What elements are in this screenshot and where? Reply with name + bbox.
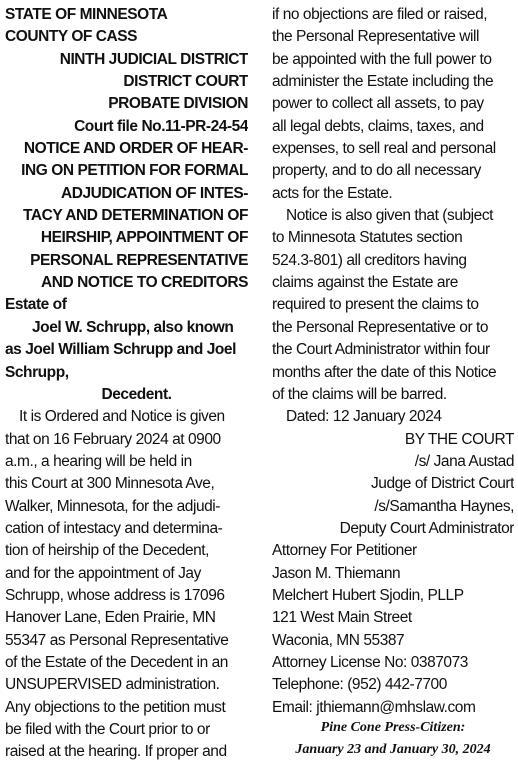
attorney-line: Email: jthiemann@mhslaw.com (272, 698, 476, 716)
order-paragraph-line: if no objections are filed or raised, (272, 6, 488, 23)
order-paragraph-line: raised at the hearing. If proper and (5, 743, 227, 761)
creditor-paragraph-line: Notice is also given that (subject (286, 207, 493, 225)
order-paragraph-line: of the Estate of the Decedent in an (5, 653, 228, 671)
decedent-label: Decedent. (101, 385, 172, 403)
court-heading: DISTRICT COURT (123, 73, 248, 91)
signature-line: /s/ Jana Austad (414, 452, 514, 470)
order-paragraph-line: and for the appointment of Jay (5, 564, 201, 582)
attorney-line: Attorney License No: 0387073 (272, 653, 468, 671)
attorney-line: Melchert Hubert Sjodin, PLLP (272, 586, 464, 604)
estate-name-line: Schrupp, (5, 363, 69, 381)
order-paragraph-line: a.m., a hearing will be held in (5, 452, 192, 470)
dated-line: Dated: 12 January 2024 (286, 408, 442, 426)
estate-name-line: Joel W. Schrupp, also known (32, 318, 234, 336)
order-paragraph-line: 55347 as Personal Representative (5, 631, 229, 649)
order-paragraph-line: It is Ordered and Notice is given (19, 408, 225, 426)
district-heading: NINTH JUDICIAL DISTRICT (59, 50, 248, 68)
creditor-paragraph-line: of the claims will be barred. (272, 385, 447, 403)
division-heading: PROBATE DIVISION (108, 95, 248, 113)
estate-name (5, 317, 248, 384)
creditor-paragraph-line: the Personal Representative or to (272, 318, 489, 336)
order-paragraph-line: be filed with the Court prior to or (5, 721, 210, 738)
order-paragraph-line: tion of heirship of the Decedent, (5, 542, 210, 560)
state-heading: STATE OF MINNESOTA (5, 6, 168, 23)
order-paragraph-line: expenses, to sell real and personal (272, 140, 496, 158)
order-paragraph-line: be appointed with the full power to (272, 50, 492, 68)
order-paragraph-line: Any objections to the petition must (5, 698, 226, 716)
signature-line: Judge of District Court (371, 475, 514, 493)
order-paragraph-line: the Personal Representative will (272, 28, 480, 46)
title-line: HEIRSHIP, APPOINTMENT OF (40, 229, 248, 247)
order-paragraph-line: property, and to do all necessary (272, 162, 481, 180)
signature-line: BY THE COURT (404, 430, 514, 448)
creditor-paragraph-line: the Court Administrator within four (272, 341, 490, 359)
title-line: PERSONAL REPRESENTATIVE (30, 251, 248, 269)
creditor-paragraph-line: required to present the claims to (272, 296, 479, 314)
estate-label: Estate of (5, 296, 67, 314)
creditor-paragraph-line: months after the date of this Notice (272, 363, 497, 381)
publication-dates: January 23 and January 30, 2024 (295, 742, 491, 758)
title-line: AND NOTICE TO CREDITORS (41, 274, 248, 292)
order-paragraph-line: cation of intestacy and determina- (5, 519, 223, 537)
creditor-paragraph-line: to Minnesota Statutes section (272, 229, 463, 247)
order-paragraph-line: administer the Estate including the (272, 73, 494, 91)
signature-line: /s/Samantha Haynes, (374, 497, 514, 515)
order-paragraph-line: all legal debts, claims, taxes, and (272, 117, 484, 135)
left-column (5, 4, 248, 764)
attorney-line: Telephone: (952) 442-7700 (272, 676, 447, 694)
order-paragraph-line: Hanover Lane, Eden Prairie, MN (5, 609, 216, 627)
right-column (272, 4, 514, 762)
attorney-line: Waconia, MN 55387 (272, 631, 405, 649)
estate-name-line: as Joel William Schrupp and Joel (5, 341, 236, 359)
order-paragraph-line: Schrupp, whose address is 17096 (5, 586, 225, 604)
title-line: TACY AND DETERMINATION OF (23, 207, 248, 225)
order-paragraph-line: Walker, Minnesota, for the adjudi- (5, 497, 221, 515)
title-line: ADJUDICATION OF INTES- (60, 184, 248, 202)
title-line: NOTICE AND ORDER OF HEAR- (23, 140, 248, 158)
order-paragraph-part-2 (272, 4, 514, 205)
order-paragraph-line: that on 16 February 2024 at 0900 (5, 430, 221, 448)
order-paragraph-line: power to collect all assets, to pay (272, 95, 484, 113)
creditor-paragraph-line: 524.3-801) all creditors having (272, 251, 467, 269)
court-file-number: Court file No.11-PR-24-54 (74, 117, 248, 135)
county-heading: COUNTY OF CASS (5, 28, 138, 46)
creditor-paragraph-line: claims against the Estate are (272, 274, 458, 292)
notice-title (5, 138, 248, 294)
attorney-line: Jason M. Thiemann (272, 564, 401, 582)
order-paragraph-line: this Court at 300 Minnesota Ave, (5, 475, 215, 493)
order-paragraph-line: UNSUPERVISED administration. (5, 676, 220, 694)
signature-line: Deputy Court Administrator (339, 519, 514, 537)
order-paragraph-line: acts for the Estate. (272, 184, 393, 202)
attorney-line: 121 West Main Street (272, 609, 412, 627)
attorney-block (272, 540, 514, 719)
title-line: ING ON PETITION FOR FORMAL (21, 162, 248, 180)
attorney-line: Attorney For Petitioner (272, 542, 417, 560)
signature-block (272, 429, 514, 541)
order-paragraph-part-1 (5, 406, 248, 764)
creditor-notice-paragraph (272, 205, 514, 406)
publication-paper: Pine Cone Press-Citizen: (320, 720, 466, 735)
